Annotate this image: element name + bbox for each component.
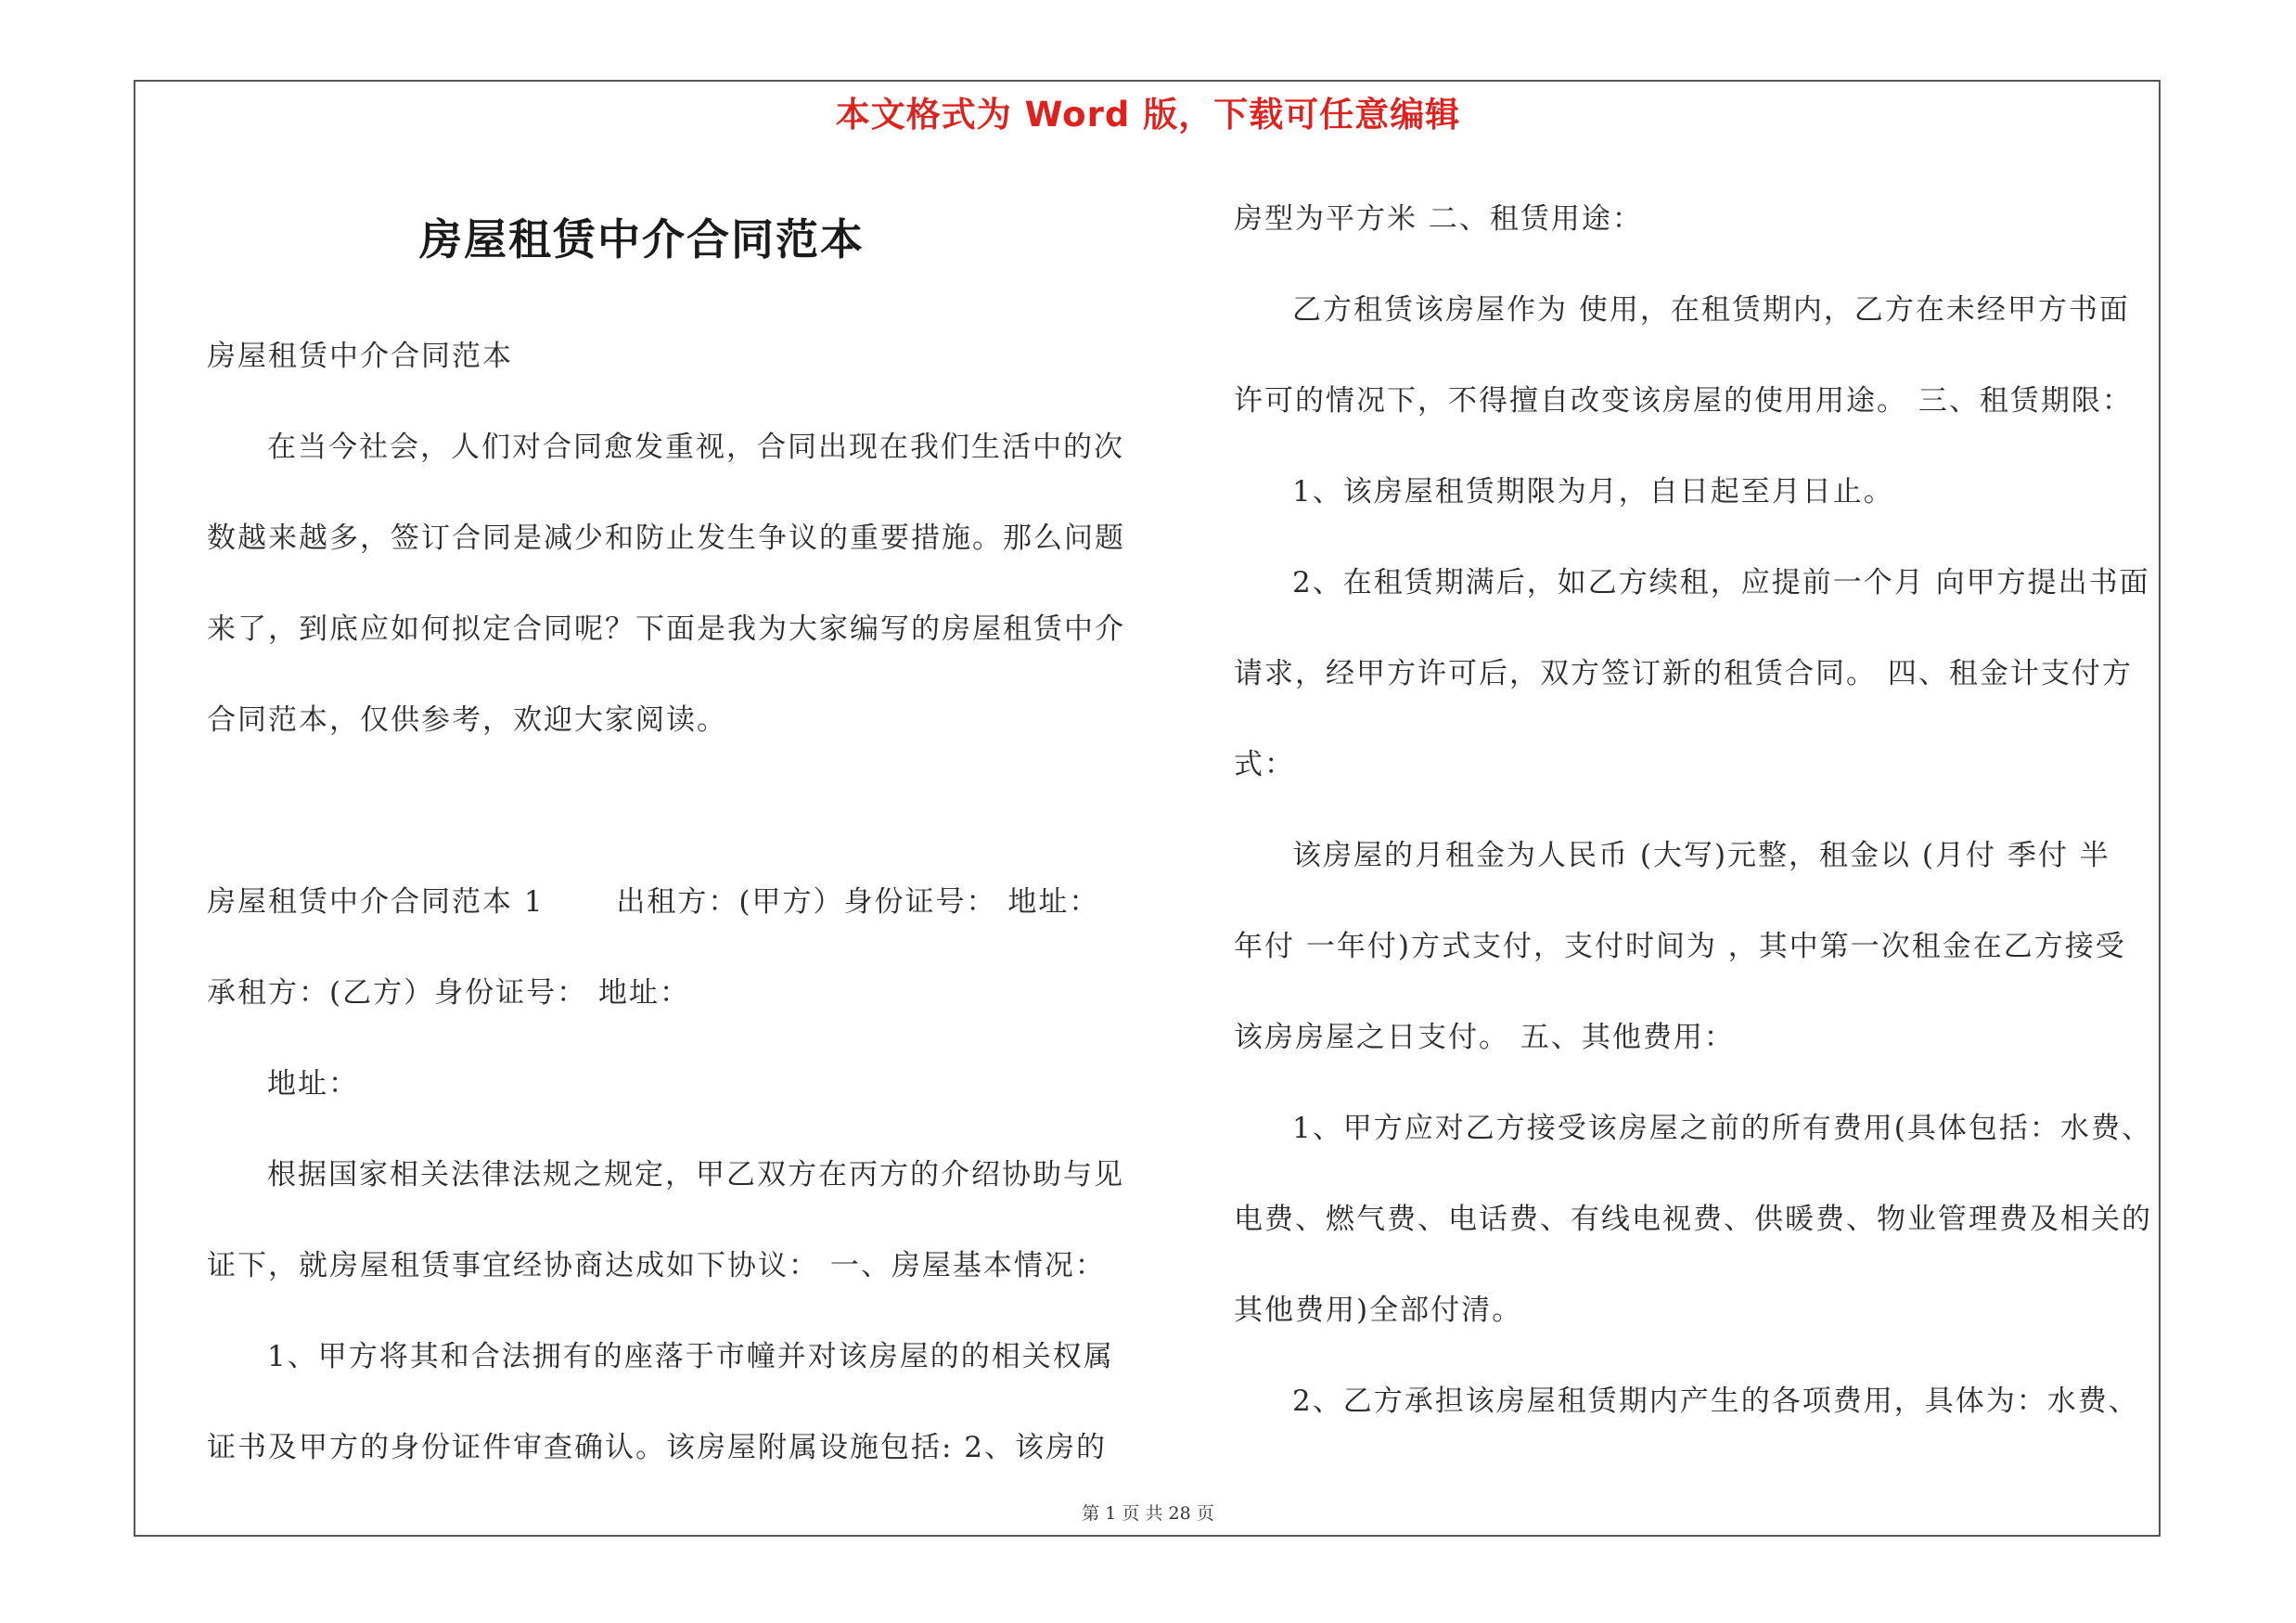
right-line-13: 其他费用)全部付清。: [1234, 1294, 1523, 1327]
left-line-8: 地址：: [267, 1067, 359, 1101]
right-line-7: 式：: [1234, 748, 1295, 781]
right-line-10: 该房房屋之日支付。 五、其他费用：: [1234, 1021, 1735, 1054]
left-line-11: 1、甲方将其和合法拥有的座落于市幢并对该房屋的的相关权属: [267, 1340, 1114, 1373]
right-line-3: 许可的情况下，不得擅自改变该房屋的使用用途。 三、租赁期限：: [1234, 384, 2133, 418]
right-line-1: 房型为平方米 二、租赁用途：: [1234, 202, 1643, 236]
page-number: 第 1 页 共 28 页: [1082, 1503, 1214, 1524]
left-line-9: 根据国家相关法律法规之规定，甲乙双方在丙方的介绍协助与见: [267, 1158, 1124, 1191]
right-line-6: 请求，经甲方许可后，双方签订新的租赁合同。 四、租金计支付方: [1234, 657, 2133, 690]
left-line-5: 合同范本，仅供参考，欢迎大家阅读。: [207, 703, 727, 737]
right-line-9: 年付 一年付)方式支付，支付时间为 ，其中第一次租金在乙方接受: [1234, 930, 2126, 963]
right-line-2: 乙方租赁该房屋作为 使用，在租赁期内，乙方在未经甲方书面: [1292, 293, 2130, 327]
left-line-2: 在当今社会，人们对合同愈发重视，合同出现在我们生活中的次: [267, 431, 1124, 464]
left-line-12: 证书及甲方的身份证件审查确认。该房屋附属设施包括: 2、该房的: [207, 1431, 1108, 1464]
right-line-8: 该房屋的月租金为人民币 (大写)元整，租金以 (月付 季付 半: [1292, 839, 2110, 872]
right-line-4: 1、该房屋租赁期限为月，自日起至月日止。: [1292, 475, 1894, 509]
document-title: 房屋租赁中介合同范本: [419, 214, 865, 264]
left-line-7: 承租方：(乙方）身份证号： 地址：: [207, 976, 690, 1010]
right-line-5: 2、在租赁期满后，如乙方续租，应提前一个月 向甲方提出书面: [1292, 566, 2150, 599]
right-line-12: 电费、燃气费、电话费、有线电视费、供暖费、物业管理费及相关的: [1234, 1203, 2152, 1236]
left-line-3: 数越来越多，签订合同是减少和防止发生争议的重要措施。那么问题: [207, 522, 1125, 555]
left-line-1: 房屋租赁中介合同范本: [207, 340, 513, 373]
left-line-10: 证下，就房屋租赁事宜经协商达成如下协议： 一、房屋基本情况：: [207, 1249, 1106, 1282]
right-line-11: 1、甲方应对乙方接受该房屋之前的所有费用(具体包括：水费、: [1292, 1112, 2152, 1145]
left-line-6: 房屋租赁中介合同范本 1 出租方：(甲方）身份证号： 地址：: [207, 885, 1100, 919]
format-banner: 本文格式为 Word 版，下载可任意编辑: [835, 95, 1461, 135]
right-line-14: 2、乙方承担该房屋租赁期内产生的各项费用，具体为：水费、: [1292, 1385, 2139, 1418]
left-line-4: 来了，到底应如何拟定合同呢？下面是我为大家编写的房屋租赁中介: [207, 612, 1125, 646]
